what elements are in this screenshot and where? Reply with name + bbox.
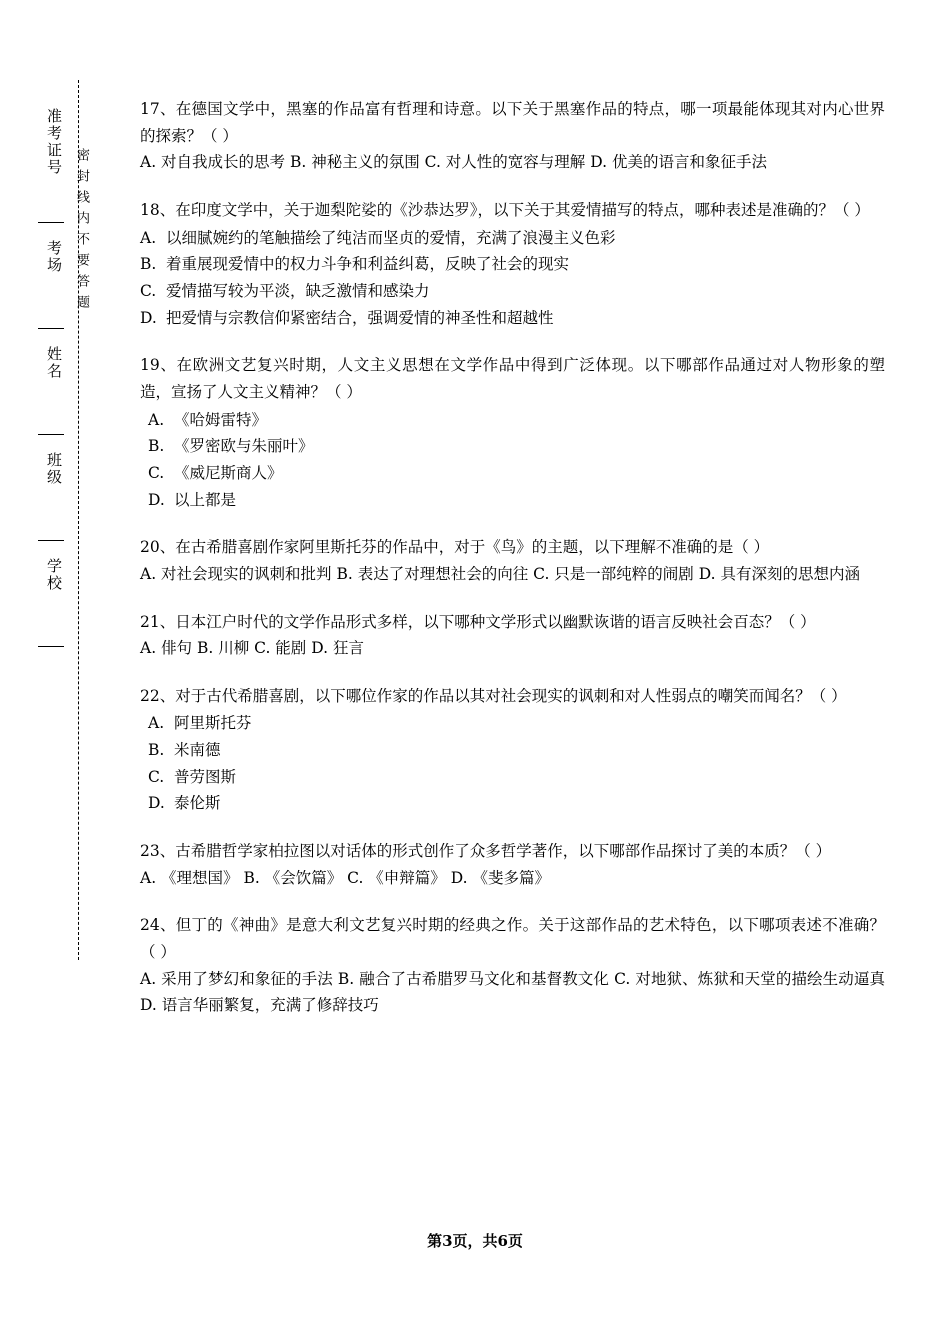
option-letter: D. xyxy=(148,490,165,509)
question-item xyxy=(140,609,885,662)
option-letter: A. xyxy=(140,228,157,247)
seal-underline-2 xyxy=(38,328,64,329)
option-row xyxy=(140,251,885,278)
option-row xyxy=(140,305,885,332)
seal-field-exam-room xyxy=(44,240,65,274)
question-stem: 22、对于古代希腊喜剧，以下哪位作家的作品以其对社会现实的讽刺和对人性弱点的嘲笑而闻名？（ ） xyxy=(140,686,847,705)
option-row xyxy=(148,407,885,434)
seal-underline-4 xyxy=(38,540,64,541)
question-stem: 19、在欧洲文艺复兴时期，人文主义思想在文学作品中得到广泛体现。以下哪部作品通过对人物形象的塑造，宣扬了人文主义精神？（ ） xyxy=(140,356,885,401)
question-item xyxy=(140,683,885,817)
option-letter: C. xyxy=(140,281,157,300)
option-row xyxy=(148,487,885,514)
question-item xyxy=(140,96,885,176)
option-row xyxy=(148,460,885,487)
seal-field-school xyxy=(44,558,65,592)
option-text: 把爱情与宗教信仰紧密结合，强调爱情的神圣性和超越性 xyxy=(166,308,554,327)
question-stem: 24、但丁的《神曲》是意大利文艺复兴时期的经典之作。关于这部作品的艺术特色，以下哪项表述不准确？（ ） xyxy=(140,916,885,962)
option-row xyxy=(148,710,885,737)
option-text: 以上都是 xyxy=(174,490,237,509)
question-item xyxy=(140,197,885,331)
option-text: 爱情描写较为平淡，缺乏激情和感染力 xyxy=(166,281,430,300)
option-row xyxy=(140,278,885,305)
question-options-inline: A. 对自我成长的思考 B. 神秘主义的氛围 C. 对人性的宽容与理解 D. 优美的语言和象征手法 xyxy=(140,153,767,172)
option-letter: C. xyxy=(148,463,165,482)
option-row xyxy=(148,790,885,817)
seal-field-admission-number xyxy=(44,108,65,176)
question-stem: 20、在古希腊喜剧作家阿里斯托芬的作品中，对于《鸟》的主题，以下理解不准确的是（ ） xyxy=(140,538,770,557)
option-row xyxy=(148,433,885,460)
seal-underline-5 xyxy=(38,646,64,647)
sealing-line-area xyxy=(28,80,98,960)
question-item xyxy=(140,912,885,1019)
seal-field-label: 班级 xyxy=(45,452,63,486)
question-stem: 23、古希腊哲学家柏拉图以对话体的形式创作了众多哲学著作，以下哪部作品探讨了美的本质？（ ） xyxy=(140,842,832,861)
option-text: 《哈姆雷特》 xyxy=(174,410,268,429)
question-stem: 21、日本江户时代的文学作品形式多样，以下哪种文学形式以幽默诙谐的语言反映社会百态？（ ） xyxy=(140,612,816,631)
question-options-inline: A. 对社会现实的讽刺和批判 B. 表达了对理想社会的向往 C. 只是一部纯粹的闹剧 D. 具有深刻的思想内涵 xyxy=(140,564,860,583)
option-text: 米南德 xyxy=(174,741,221,760)
option-letter: B. xyxy=(140,255,157,274)
seal-field-class xyxy=(44,452,65,486)
seal-field-label: 学校 xyxy=(45,558,63,592)
seal-field-name xyxy=(44,346,65,380)
question-options-inline: A. 俳句 B. 川柳 C. 能剧 D. 狂言 xyxy=(140,639,364,658)
page-footer: 第3页，共6页 xyxy=(427,1232,523,1250)
option-letter: A. xyxy=(148,410,165,429)
seal-underline-1 xyxy=(38,222,64,223)
seal-field-label: 准考证号 xyxy=(45,108,63,176)
option-text: 《威尼斯商人》 xyxy=(174,463,283,482)
option-text: 泰伦斯 xyxy=(174,794,221,813)
question-options-list xyxy=(140,225,885,332)
question-item xyxy=(140,534,885,587)
option-letter: D. xyxy=(148,794,165,813)
exam-page-content xyxy=(140,96,885,1040)
question-options-inline: A. 《理想国》 B. 《会饮篇》 C. 《申辩篇》 D. 《斐多篇》 xyxy=(140,868,550,887)
option-letter: B. xyxy=(148,437,165,456)
seal-note-vertical: 密封线内不要答题 xyxy=(74,148,89,316)
question-stem: 17、在德国文学中，黑塞的作品富有哲理和诗意。以下关于黑塞作品的特点，哪一项最能体现其对内心世界的探索？（ ） xyxy=(140,100,885,145)
option-letter: D. xyxy=(140,308,157,327)
question-options-list xyxy=(140,710,885,817)
seal-underline-3 xyxy=(38,434,64,435)
question-item xyxy=(140,838,885,891)
option-text: 以细腻婉约的笔触描绘了纯洁而坚贞的爱情，充满了浪漫主义色彩 xyxy=(166,228,616,247)
seal-field-label: 姓名 xyxy=(45,346,63,380)
option-row xyxy=(148,764,885,791)
option-row xyxy=(140,225,885,252)
option-text: 阿里斯托芬 xyxy=(174,714,252,733)
question-stem: 18、在印度文学中，关于迦梨陀娑的《沙恭达罗》，以下关于其爱情描写的特点，哪种表述是准确的？（ ） xyxy=(140,200,870,219)
option-letter: B. xyxy=(148,741,165,760)
option-letter: C. xyxy=(148,767,165,786)
question-options-list xyxy=(140,407,885,514)
option-row xyxy=(148,737,885,764)
option-letter: A. xyxy=(148,714,165,733)
question-options-inline: A. 采用了梦幻和象征的手法 B. 融合了古希腊罗马文化和基督教文化 C. 对地狱、炼狱和天堂的描绘生动逼真 D. 语言华丽繁复，充满了修辞技巧 xyxy=(140,969,885,1015)
option-text: 《罗密欧与朱丽叶》 xyxy=(174,437,314,456)
seal-field-label: 考场 xyxy=(45,240,63,274)
option-text: 着重展现爱情中的权力斗争和利益纠葛，反映了社会的现实 xyxy=(166,255,570,274)
option-text: 普劳图斯 xyxy=(174,767,237,786)
question-item xyxy=(140,352,885,513)
